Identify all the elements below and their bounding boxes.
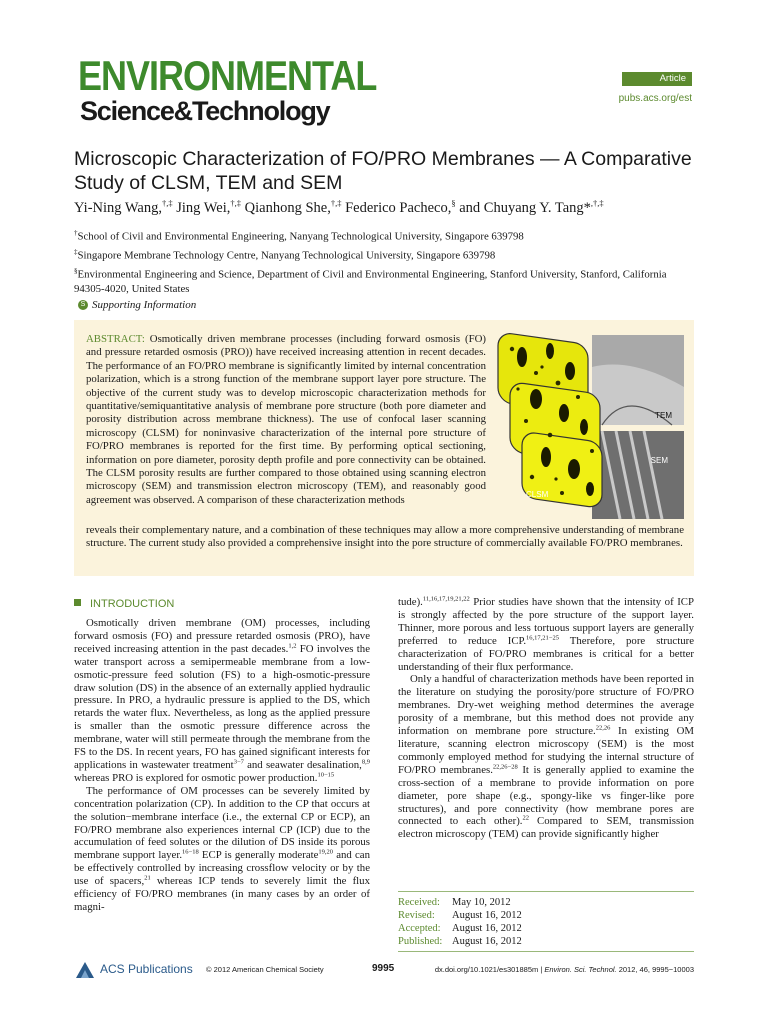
affiliation-text: Environmental Engineering and Science, Department of Civil and Environmental Engineering, Stanford University, Stanford, California 94305-4020, United States: [74, 268, 667, 295]
citation-reference[interactable]: 16−18: [182, 848, 199, 856]
abstract-label: ABSTRACT:: [86, 333, 145, 345]
toc-graphic-image: [492, 327, 687, 523]
sem-label: SEM: [650, 456, 668, 465]
date-row: [398, 922, 694, 935]
supporting-info-icon: S: [78, 300, 88, 310]
affiliation: [74, 264, 694, 296]
journal-abbreviation: Environ. Sci. Technol.: [544, 965, 617, 974]
author-affiliation-marks: §: [451, 198, 456, 208]
affiliation-mark: §: [74, 267, 78, 275]
author-name[interactable]: and Chuyang Y. Tang*: [459, 199, 591, 216]
tem-label: TEM: [655, 411, 672, 420]
affiliation-text: Singapore Membrane Technology Centre, Nanyang Technological University, Singapore 639798: [77, 249, 496, 262]
date-label: Received:: [398, 897, 440, 908]
citation-reference[interactable]: 10−15: [317, 771, 335, 779]
citation-reference[interactable]: 19,20: [318, 848, 334, 856]
author-name[interactable]: Federico Pacheco,: [345, 199, 452, 216]
date-row: [398, 909, 694, 922]
citation-reference[interactable]: 22,26−28: [492, 763, 518, 771]
author-affiliation-marks: †,‡: [330, 198, 342, 208]
citation-reference[interactable]: 8,9: [361, 758, 370, 766]
date-label: Revised:: [398, 910, 435, 921]
doi-citation[interactable]: [435, 965, 694, 974]
affiliation: [74, 245, 694, 263]
page-footer: [74, 958, 694, 982]
author-affiliation-marks: †,‡: [161, 198, 173, 208]
publication-dates-box: [398, 891, 694, 952]
affiliation-mark: †: [74, 229, 78, 237]
citation-reference[interactable]: 1,2: [288, 642, 297, 650]
citation-reference[interactable]: 22,26: [595, 724, 611, 732]
journal-logo-line1: ENVIRONMENTAL: [78, 52, 377, 100]
paragraph: tude).$^{11,16,17,19,21,22}$ Prior studies have shown that the intensity of ICP is strongly affected by the pore structure of the support layer. Thinner, more porous and less tortuous support layers are generally preferred to reduce ICP.$^{16,17,21-25}$ Therefore, pore structure characterization of FO/PRO membranes is critical for a better understanding of their flux performance.: [398, 595, 694, 673]
body-column-right: [398, 596, 694, 841]
affiliation-text: School of Civil and Environmental Engineering, Nanyang Technological University, Singapore 639798: [77, 230, 524, 243]
date-row: [398, 935, 694, 948]
author-list: [74, 198, 694, 217]
section-heading-introduction: [74, 598, 174, 610]
citation-reference[interactable]: 21: [144, 874, 151, 882]
publisher-name: ACS Publications: [100, 962, 193, 976]
supporting-information-link[interactable]: [78, 299, 196, 311]
doi-link: dx.doi.org/10.1021/es301885m |: [434, 965, 545, 974]
affiliation-mark: ‡: [74, 248, 78, 256]
paragraph: Only a handful of characterization methods have been reported in the literature on studying the porosity/pore structure of FO/PRO membranes. Dry-wet weighing method determines the average porosity of a membrane, but this method does not provide any information on membrane pore structure.$^{22,26}$ In existing OM literature, scanning electron microscopy (SEM) is the most commonly employed method for studying the internal structure of FO/PRO membranes.$^{22,26-28}$ It is generally applied to examine the cross-section of a membrane to provide information on pore diameter, pore shape (e.g., spongy-like vs finger-like pore structures), and pore connectivity (how membrane pores are connected to each other).$^{22}$ Compared to SEM, transmission electron microscopy (TEM) can provide significantly higher: [398, 673, 695, 841]
author-name[interactable]: Qianhong She,: [244, 199, 331, 216]
date-label: Accepted:: [398, 923, 441, 934]
citation-reference[interactable]: 16,17,21−25: [526, 634, 559, 642]
journal-url-link[interactable]: pubs.acs.org/est: [618, 93, 692, 104]
section-heading-label: INTRODUCTION: [90, 598, 175, 610]
author-name[interactable]: Jing Wei,: [176, 199, 231, 216]
article-type-badge: Article: [622, 72, 692, 86]
date-label: Published:: [398, 936, 443, 947]
date-row: [398, 896, 694, 909]
citation-volume-pages: 2012, 46, 9995−10003: [616, 965, 694, 974]
citation-reference[interactable]: 3−7: [233, 758, 244, 766]
paragraph: The performance of OM processes can be severely limited by concentration polarization (CP). In addition to the CP that occurs at the solution−membrane interface (i.e., the external CP or ECP), an FO/PRO membrane also experiences internal CP (ICP) due to the accumulation of feed solutes or the dilution of DS inside its porous membrane support layer.$^{16-18}$ ECP is generally moderate$^{19,20}$ and can be effectively controlled by increasing crossflow velocity or by the use of spacers,$^{21}$ whereas ICP tends to severely limit the flux efficiency of FO/PRO membranes (in many cases by an order of magni-: [74, 784, 370, 913]
author-affiliation-marks: ,†,‡: [590, 198, 604, 208]
affiliation: [74, 226, 694, 244]
author-name[interactable]: Yi-Ning Wang,: [74, 199, 162, 216]
page-number: 9995: [372, 963, 395, 974]
date-value: August 16, 2012: [452, 923, 522, 934]
date-value: August 16, 2012: [452, 910, 522, 921]
abstract-text-continued: reveals their complementary nature, and a combination of these techniques may allow a more comprehensive understanding of membrane structure. The current study also provided a comprehensive insight into the pore structure of commercially available FO/PRO membranes.: [86, 524, 684, 550]
body-column-left: [74, 617, 370, 914]
clsm-rendering: [498, 332, 602, 509]
citation-reference[interactable]: 22: [522, 814, 530, 822]
journal-logo-line2: Science&Technology: [80, 96, 330, 126]
date-value: August 16, 2012: [452, 936, 522, 947]
supporting-information-label: Supporting Information: [92, 299, 197, 311]
paragraph: Osmotically driven membrane (OM) processes, including forward osmosis (FO) and pressure retarded osmosis (PRO), have received increasing attention in the past decades.$^{1,2}$ FO involves the water transport across a semipermeable membrane from a low-osmotic-pressure feed solution (FS) to a high-osmotic-pressure draw solution (DS) in the absence of an externally applied hydraulic pressure. In PRO, a hydraulic pressure is applied to the DS, which retards the water flux. Nevertheless, as long as the applied pressure is smaller than the osmotic pressure difference across the membrane, water will still permeate through the membrane from the FS to the DS. In recent years, FO has gained significant interests for applications in wastewater treatment$^{3-7}$ and seawater desalination,$^{8,9}$ whereas PRO is explored for osmotic power production.$^{10-15}$: [74, 617, 370, 784]
citation-reference[interactable]: 11,16,17,19,21,22: [422, 595, 470, 603]
journal-logo: [78, 52, 377, 132]
date-value: May 10, 2012: [452, 897, 511, 908]
abstract-text: [86, 333, 486, 507]
clsm-label: CLSM: [526, 490, 549, 499]
abstract-body: Osmotically driven membrane processes (including forward osmosis (FO) and pressure retarded osmosis (PRO)) have received increasing attention in recent decades. The performance of an FO/PRO membrane is significantly limited by internal concentration polarization, which is a strong function of the membrane support layer pore structure. The objective of the current study was to develop microscopic characterization methods for quantitative/semiquantitative analysis of membrane pore structure (both pore diameter and porosity distribution across membrane thickness). The use of confocal laser scanning microscopy (CLSM) for noninvasive characterization of the internal pore structure of FO/PRO membranes is reported for the first time. By performing optical sectioning, information on pore diameter, porosity depth profile and pore connectivity can be obtained. The CLSM porosity results are further compared to those obtained using scanning electron microscopy (SEM) and transmission electron microscopy (TEM), and reasonably good agreement was observed. A comparison of these characterization methods: [86, 333, 486, 506]
author-affiliation-marks: †,‡: [230, 198, 242, 208]
paper-title: Microscopic Characterization of FO/PRO Membranes — A Comparative Study of CLSM, TEM and SEM: [74, 148, 692, 194]
section-bullet-icon: [74, 599, 81, 606]
copyright-notice: © 2012 American Chemical Society: [206, 965, 324, 974]
